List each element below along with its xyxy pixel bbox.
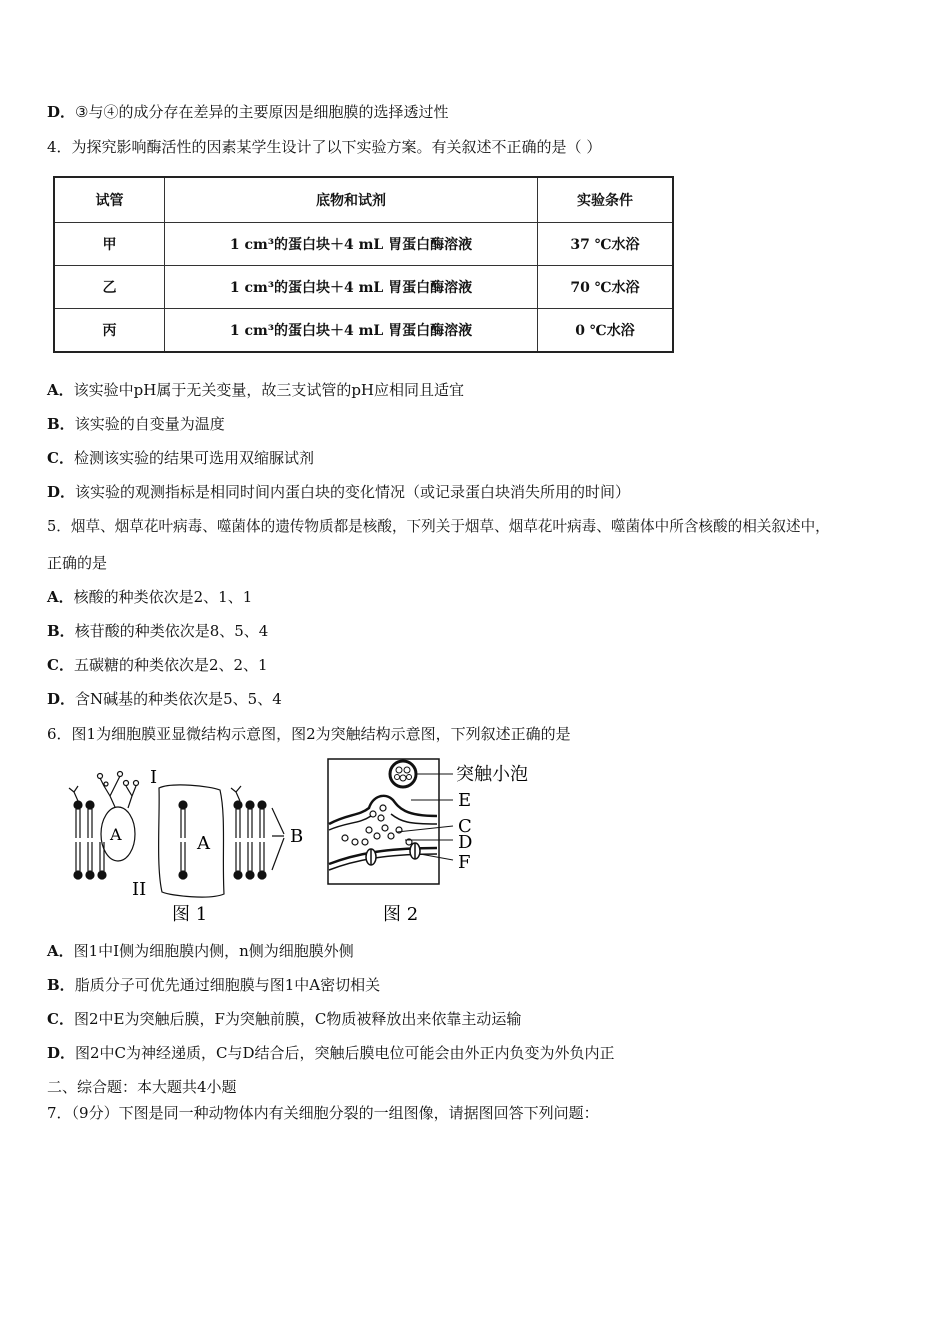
label-protein-a-small: A [110,825,122,844]
option-key: C． [47,1010,74,1028]
table-cell: 70 ℃水浴 [538,266,674,309]
q5-stem-line2: 正确的是 [47,554,108,572]
table-row [54,309,673,353]
q5-option-c [47,655,268,675]
table-cell: 1 cm³的蛋白块＋4 mL 胃蛋白酶溶液 [165,266,538,309]
option-text: 检测该实验的结果可选用双缩脲试剂 [73,449,314,467]
q4-option-a [47,380,464,400]
table-row [54,223,673,266]
table-header: 底物和试剂 [165,177,538,223]
option-key: D． [47,103,76,121]
table-cell: 甲 [54,223,165,266]
q5-stem-line1: 5．烟草、烟草花叶病毒、噬菌体的遗传物质都是核酸，下列关于烟草、烟草花叶病毒、噬菌体中所含核酸的相关叙述中， [47,518,830,535]
option-text: 图2中E为突触后膜，F为突触前膜，C物质被释放出来依靠主动运输 [73,1010,522,1028]
q5-option-b [47,621,268,641]
experiment-table [53,176,674,353]
option-text: 该实验中pH属于无关变量，故三支试管的pH应相同且适宜 [73,381,465,399]
cell-membrane-figure [60,756,320,928]
synapse-figure [325,756,550,928]
section-2-title: 二、综合题：本大题共4小题 [47,1078,237,1096]
figure-1-caption: 图 1 [172,904,208,925]
option-key: D． [47,690,76,708]
receptors [366,843,420,865]
q6-option-a [47,941,354,961]
option-text: 核酸的种类依次是2、1、1 [73,588,253,606]
table-cell: 乙 [54,266,165,309]
table-cell: 丙 [54,309,165,353]
q6-option-c [47,1009,521,1029]
q5-option-d [47,689,282,709]
label-protein-a-large: A [197,833,210,854]
q4-option-b [47,414,225,434]
option-key: A． [47,588,74,606]
option-text: 核苷酸的种类依次是8、5、4 [74,622,269,640]
option-text: 图2中C为神经递质，C与D结合后，突触后膜电位可能会由外正内负变为外负内正 [75,1044,615,1062]
protein-a-large [159,785,224,897]
table-row [54,266,673,309]
q5-option-a [47,587,252,607]
label-f: F [458,852,471,873]
option-key: B． [47,415,75,433]
label-d: D [458,832,473,853]
option-key: D． [47,483,76,501]
table-cell: 1 cm³的蛋白块＋4 mL 胃蛋白酶溶液 [165,309,538,353]
q4-stem: 4．为探究影响酶活性的因素某学生设计了以下实验方案。有关叙述不正确的是（ ） [47,138,602,156]
option-key: A． [47,381,74,399]
label-b: B [290,826,304,847]
label-side-i: I [150,767,158,788]
table-cell: 0 ℃水浴 [538,309,674,353]
lipid-bilayer-left [74,801,187,879]
label-side-ii: II [132,879,147,900]
option-text: 该实验的观测指标是相同时间内蛋白块的变化情况（或记录蛋白块消失所用的时间） [75,483,631,501]
q7-stem: 7．（9分）下图是同一种动物体内有关细胞分裂的一组图像，请据图回答下列问题： [47,1104,599,1122]
table-header-row [54,177,673,223]
option-key: A． [47,942,74,960]
option-text: 图1中I侧为细胞膜内侧，n侧为细胞膜外侧 [73,942,354,960]
q6-stem: 6．图1为细胞膜亚显微结构示意图，图2为突触结构示意图，下列叙述正确的是 [47,725,571,743]
option-key: C． [47,656,74,674]
figure-2-caption: 图 2 [383,904,419,925]
option-key: C． [47,449,74,467]
table-header: 试管 [54,177,165,223]
q4-option-d [47,482,630,502]
option-text: ③与④的成分存在差异的主要原因是细胞膜的选择透过性 [75,103,449,121]
label-synaptic-vesicle: 突触小泡 [456,764,528,785]
option-text: 含N碱基的种类依次是5、5、4 [75,690,282,708]
table-header: 实验条件 [538,177,674,223]
option-text: 该实验的自变量为温度 [74,415,225,433]
table-cell: 1 cm³的蛋白块＋4 mL 胃蛋白酶溶液 [165,223,538,266]
option-key: D． [47,1044,76,1062]
q6-option-b [47,975,380,995]
neurotransmitter-molecules [342,805,412,845]
option-key: B． [47,976,75,994]
q4-option-c [47,448,314,468]
lipid-bilayer-right [234,801,284,879]
option-key: B． [47,622,75,640]
table-cell: 37 ℃水浴 [538,223,674,266]
postsynaptic-membrane [329,848,437,864]
option-text: 脂质分子可优先通过细胞膜与图1中A密切相关 [74,976,381,994]
label-e: E [458,790,472,811]
option-text: 五碳糖的种类依次是2、2、1 [73,656,268,674]
q3-option-d [47,102,448,122]
synaptic-vesicle [390,761,416,787]
q6-option-d [47,1043,615,1063]
label-c: C [458,816,472,837]
